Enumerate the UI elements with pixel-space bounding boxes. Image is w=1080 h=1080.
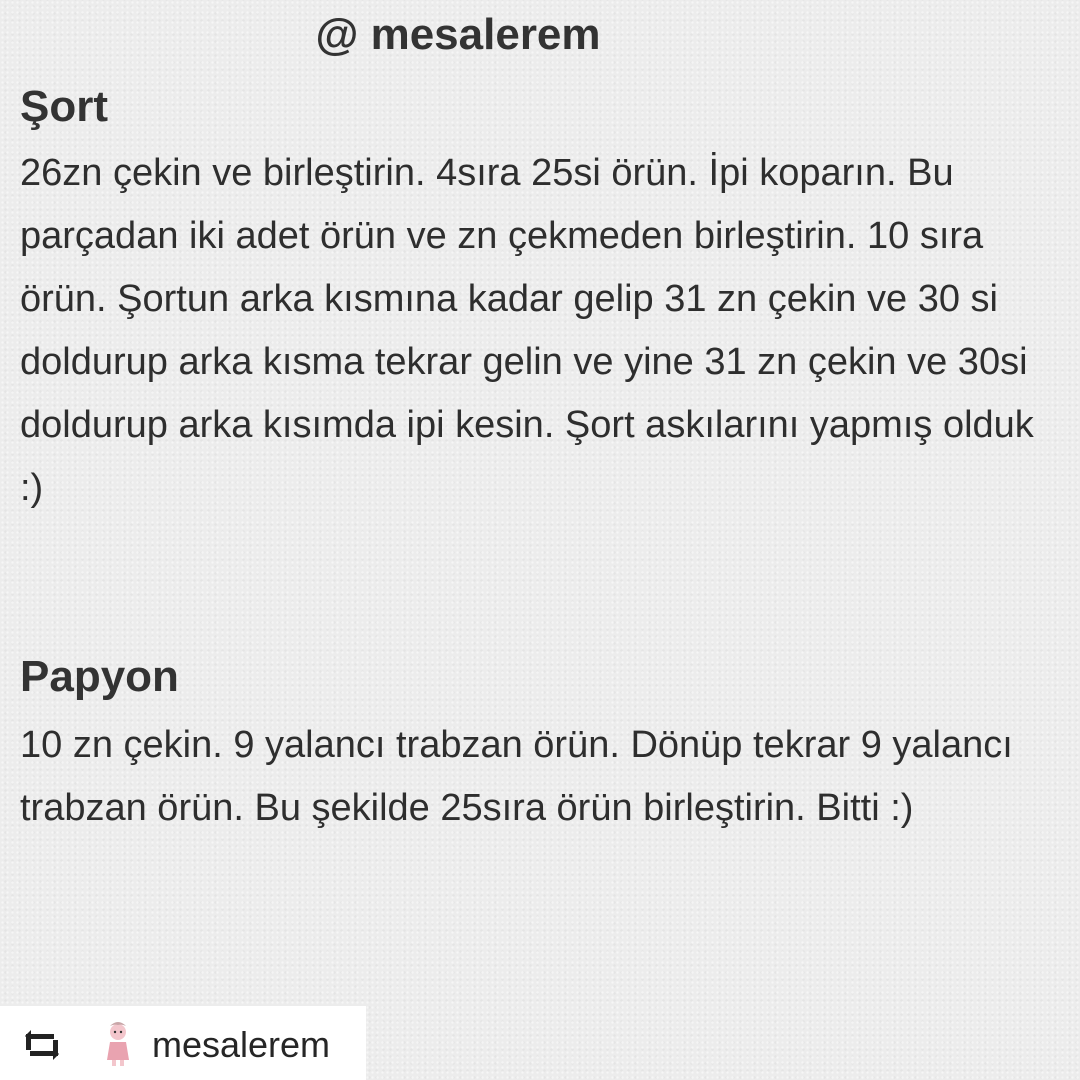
repost-icon[interactable]: [22, 1028, 62, 1062]
author-handle: @ mesalerem: [315, 10, 601, 59]
section-body-papyon: 10 zn çekin. 9 yalancı trabzan örün. Dönüp tekrar 9 yalancı trabzan örün. Bu şekilde 25sıra örün birleştirin. Bitti :): [20, 724, 1013, 829]
repost-attribution-bar[interactable]: [0, 1006, 366, 1080]
section-title-papyon: Papyon: [20, 652, 179, 701]
doll-avatar-icon[interactable]: [100, 1020, 136, 1068]
section-title-sort: Şort: [20, 82, 108, 131]
repost-username[interactable]: mesalerem: [152, 1024, 331, 1065]
section-body-sort: 26zn çekin ve birleştirin. 4sıra 25si örün. İpi koparın. Bu parçadan iki adet örün ve zn çekmeden birleştirin. 10 sıra örün. Şortun arka kısmına kadar gelip 31 zn çekin ve 30 si doldurup arka kısma tekrar gelin ve yine 31 zn çekin ve 30si doldurup arka kısımda ipi kesin. Şort askılarını yapmış olduk :): [20, 152, 1034, 509]
